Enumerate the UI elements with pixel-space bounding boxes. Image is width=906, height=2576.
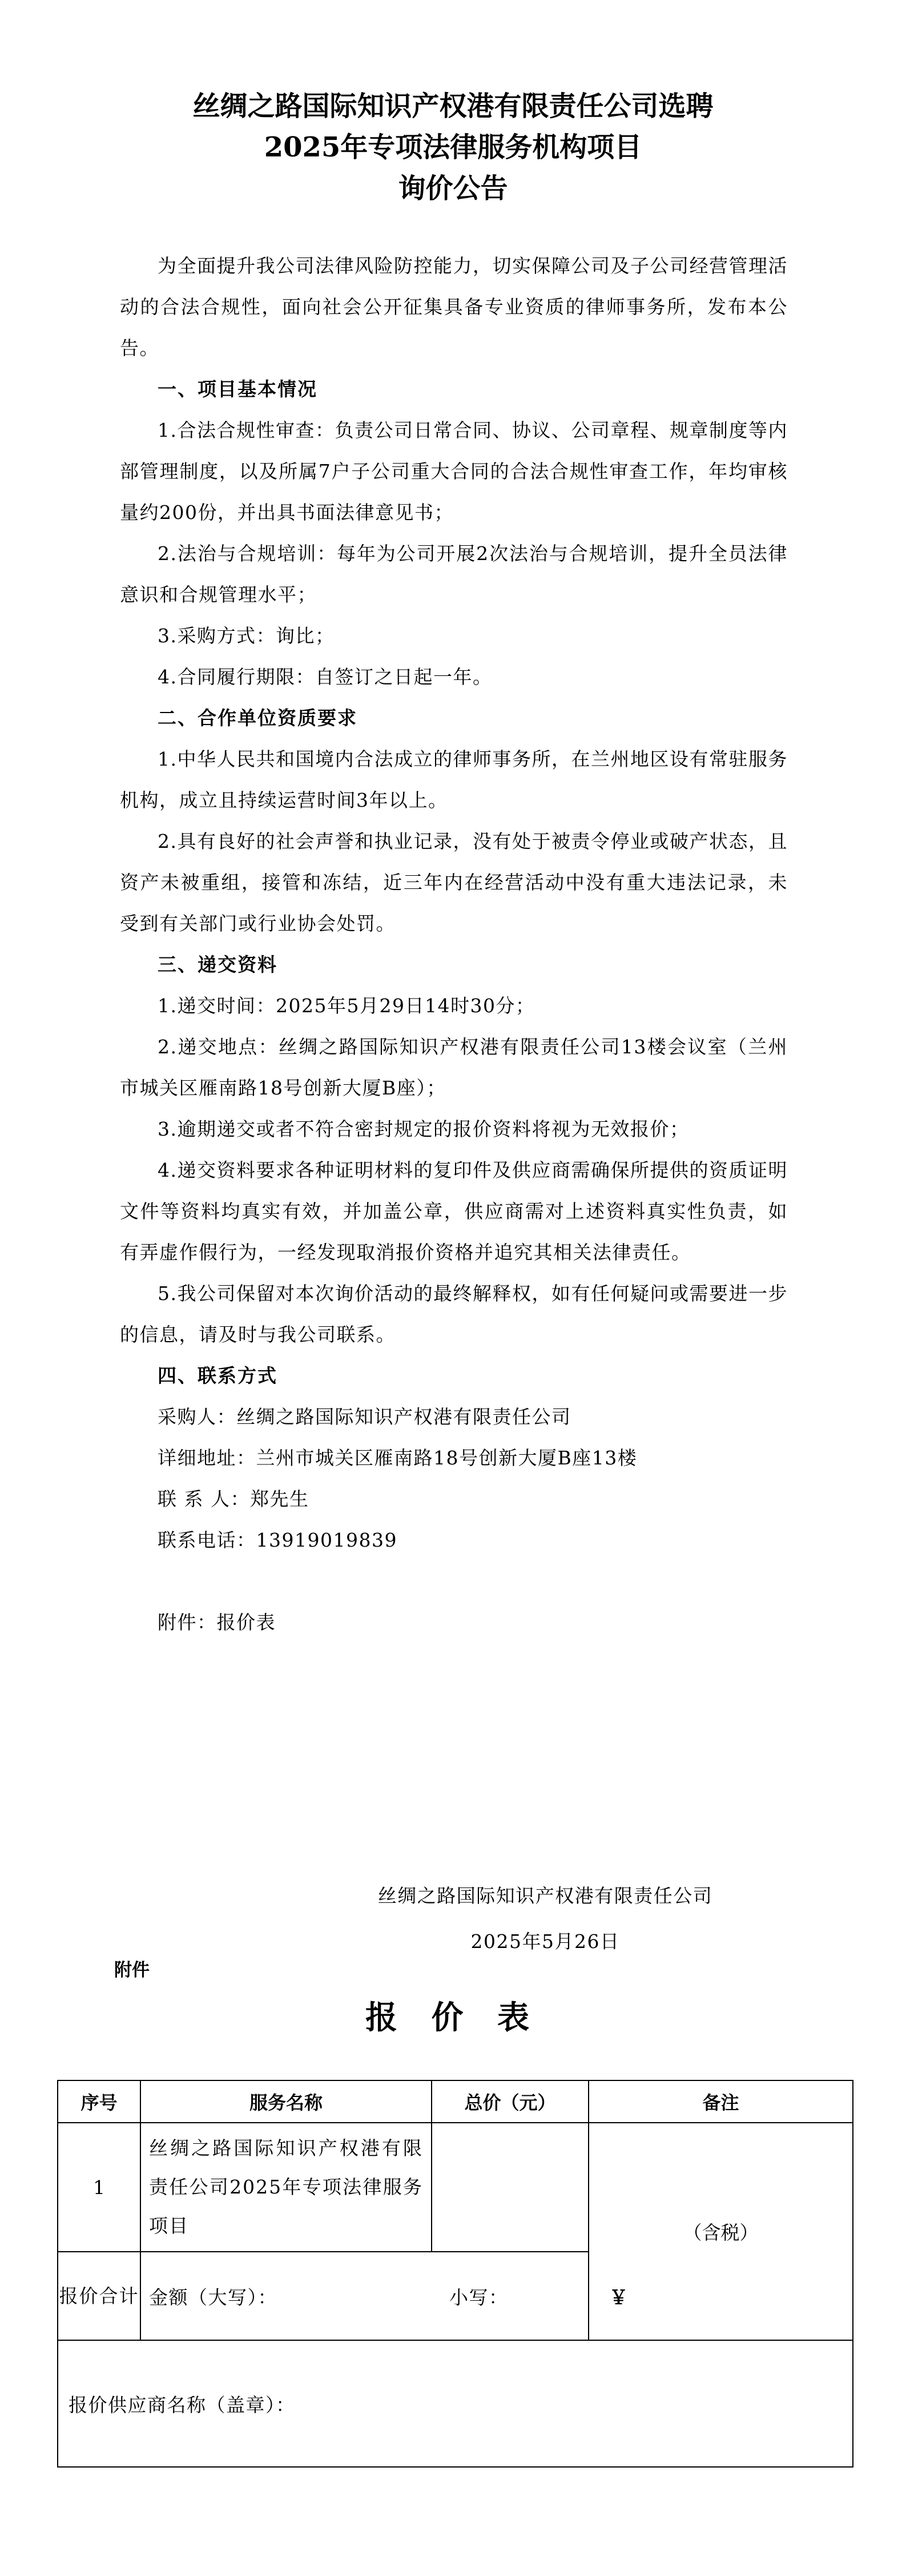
row-no: 1 — [58, 2123, 140, 2252]
section-heading-submission: 三、递交资料 — [158, 953, 277, 976]
table-row — [58, 2123, 853, 2252]
total-label: 报价合计 — [58, 2252, 140, 2340]
signature-org: 丝绸之路国际知识产权港有限责任公司 — [377, 1885, 713, 1907]
section-heading-contact: 四、联系方式 — [158, 1365, 277, 1387]
contact-phone: 联系电话：13919019839 — [158, 1529, 397, 1551]
project-item: 2.法治与合规培训：每年为公司开展2次法治与合规培训，提升全员法律意识和合规管理水平； — [120, 542, 788, 606]
header-service: 服务名称 — [140, 2080, 432, 2123]
submission-item: 5.我公司保留对本次询价活动的最终解释权，如有任何疑问或需要进一步的信息，请及时与我公司联系。 — [120, 1282, 788, 1346]
qualification-item: 1.中华人民共和国境内合法成立的律师事务所，在兰州地区设有常驻服务机构，成立且持续运营时间3年以上。 — [120, 748, 788, 811]
header-no: 序号 — [58, 2080, 140, 2123]
intro-paragraph: 为全面提升我公司法律风险防控能力，切实保障公司及子公司经营管理活动的合法合规性，面向社会公开征集具备专业资质的律师事务所，发布本公告。 — [120, 255, 788, 359]
submission-item: 1.递交时间：2025年5月29日14时30分； — [158, 995, 535, 1017]
contact-person: 联 系 人：郑先生 — [158, 1488, 309, 1510]
header-total: 总价（元） — [432, 2080, 589, 2123]
supplier-name-cell[interactable]: 报价供应商名称（盖章）： — [58, 2340, 853, 2467]
quote-table-title: 报 价 表 — [365, 1999, 541, 2036]
amount-cell[interactable] — [140, 2252, 629, 2340]
row-service-name: 丝绸之路国际知识产权港有限责任公司2025年专项法律服务项目 — [140, 2123, 432, 2252]
amount-upper-label: 金额（大写）： — [149, 2286, 277, 2308]
page-title-line3: 询价公告 — [398, 172, 508, 204]
table-header-row — [58, 2080, 853, 2123]
page-title-line1: 丝绸之路国际知识产权港有限责任公司选聘 — [192, 90, 714, 122]
quote-table — [57, 2080, 853, 2468]
submission-item: 4.递交资料要求各种证明材料的复印件及供应商需确保所提供的资质证明文件等资料均真实有效，并加盖公章，供应商需对上述资料真实性负责，如有弄虚作假行为，一经发现取消报价资格并追究其相关法律责任。 — [120, 1159, 788, 1263]
attachment-label: 附件 — [114, 1960, 150, 1981]
submission-item: 2.递交地点：丝绸之路国际知识产权港有限责任公司13楼会议室（兰州市城关区雁南路18号创新大厦B座）； — [120, 1036, 788, 1099]
attachment-note: 附件：报价表 — [158, 1611, 276, 1633]
contact-buyer: 采购人：丝绸之路国际知识产权港有限责任公司 — [158, 1406, 571, 1428]
header-remark: 备注 — [589, 2080, 853, 2123]
section-heading-project: 一、项目基本情况 — [158, 378, 317, 400]
announcement-body — [120, 245, 788, 1643]
qualification-item: 2.具有良好的社会声誉和执业记录，没有处于被责令停业或破产状态，且资产未被重组，接管和冻结，近三年内在经营活动中没有重大违法记录，未受到有关部门或行业协会处罚。 — [120, 830, 788, 935]
currency-symbol: ￥ — [609, 2286, 629, 2308]
project-item: 1.合法合规性审查：负责公司日常合同、协议、公司章程、规章制度等内部管理制度，以及所属7户子公司重大合同的合法合规性审查工作，年均审核量约200份，并出具书面法律意见书； — [120, 419, 788, 524]
row-total-price[interactable] — [432, 2123, 589, 2252]
page-title-line2: 2025年专项法律服务机构项目 — [264, 131, 642, 163]
project-item: 3.采购方式：询比； — [158, 625, 335, 647]
amount-lower-label: 小写： — [449, 2286, 509, 2308]
contact-address: 详细地址：兰州市城关区雁南路18号创新大厦B座13楼 — [158, 1447, 638, 1469]
project-item: 4.合同履行期限：自签订之日起一年。 — [158, 666, 493, 688]
signature-date: 2025年5月26日 — [470, 1930, 620, 1953]
supplier-row — [58, 2340, 853, 2467]
submission-item: 3.逾期递交或者不符合密封规定的报价资料将视为无效报价； — [158, 1118, 690, 1140]
row-remark: （含税） — [589, 2123, 853, 2340]
section-heading-qualification: 二、合作单位资质要求 — [158, 707, 357, 729]
